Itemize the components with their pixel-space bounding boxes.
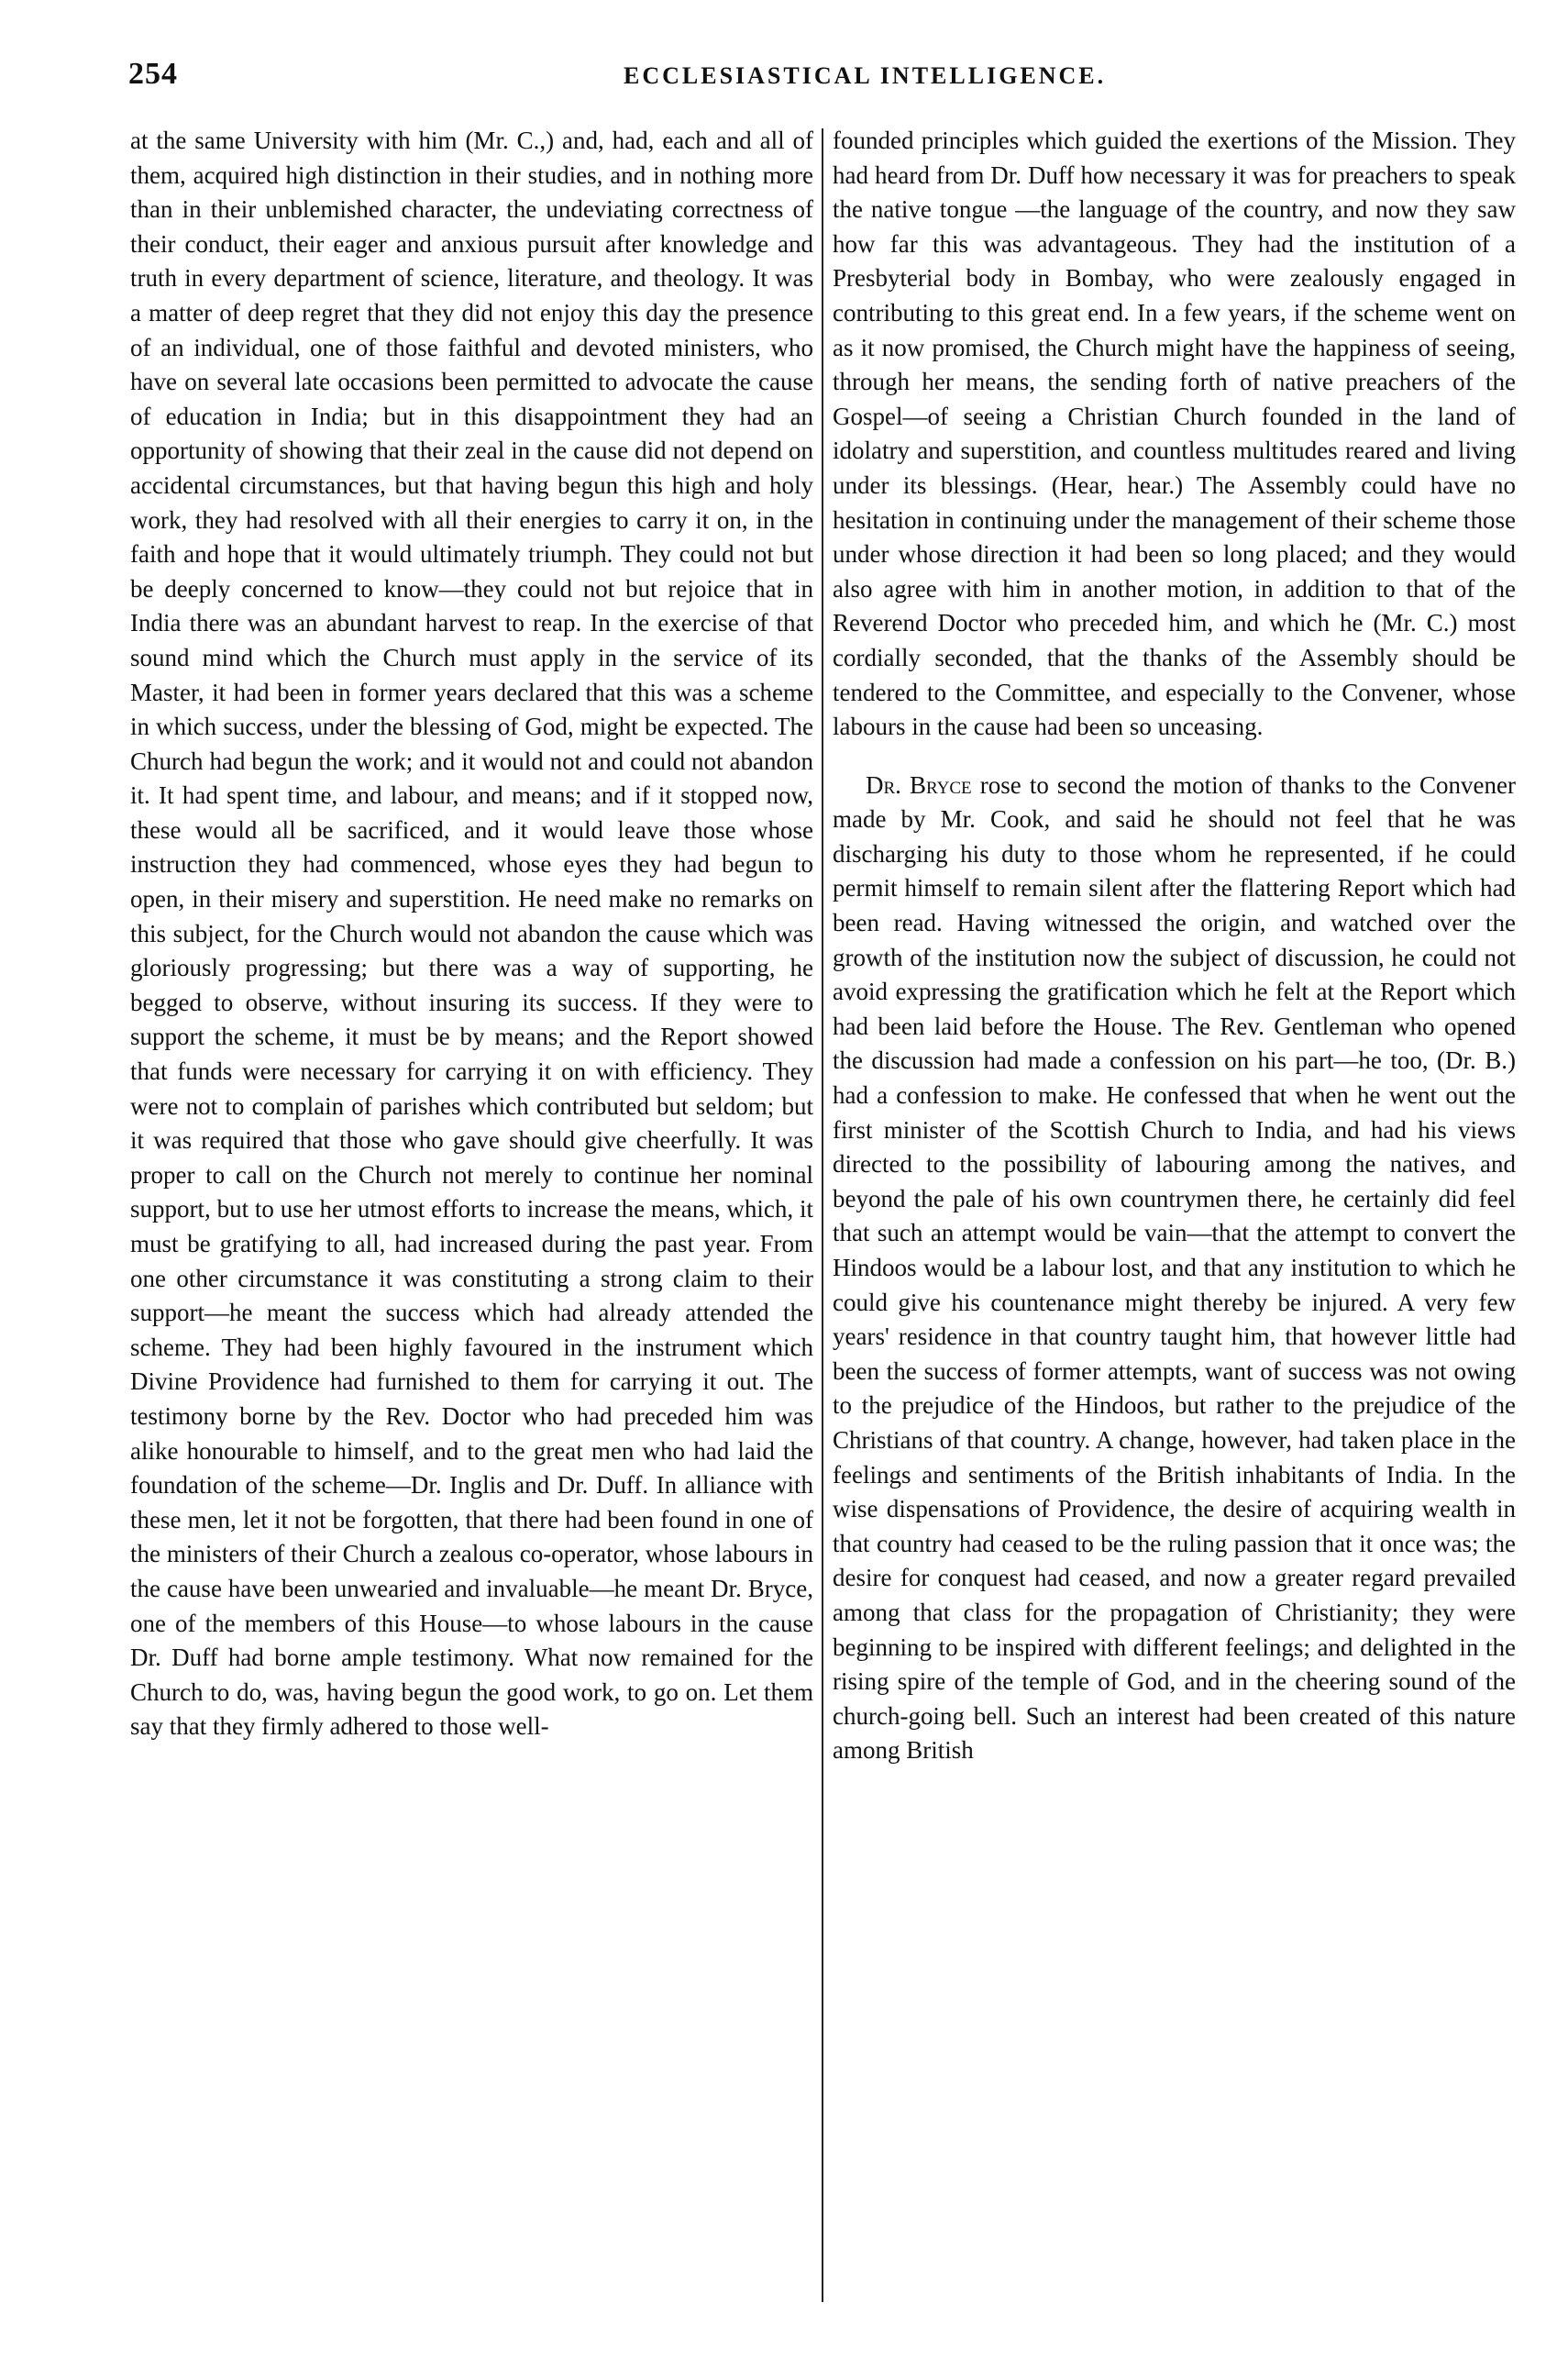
- page-header: [128, 57, 1504, 101]
- left-column-paragraph-1: at the same University with him (Mr. C.,) and, had, each and all of them, acquired high distinction in their studies, and in nothing more than in their unblemished character, the undeviating correctness of their conduct, their eager and anxious pursuit after knowledge and truth in every department of science, literature, and theology. It was a matter of deep regret that they did not enjoy this day the presence of an individual, one of those faithful and devoted ministers, who have on several late occasions been permitted to advocate the cause of education in India; but in this disappointment they had an opportunity of showing that their zeal in the cause did not depend on accidental circumstances, but that having begun this high and holy work, they had resolved with all their energies to carry it on, in the faith and hope that it would ultimately triumph. They could not but be deeply concerned to know—they could not but rejoice that in India there was an abundant harvest to reap. In the exercise of that sound mind which the Church must apply in the service of its Master, it had been in former years declared that this was a scheme in which success, under the blessing of God, might be expected. The Church had begun the work; and it would not and could not abandon it. It had spent time, and labour, and means; and if it stopped now, these would all be sacrificed, and it would leave those whose instruction they had commenced, whose eyes they had begun to open, in their misery and superstition. He need make no remarks on this subject, for the Church would not abandon the cause which was gloriously progressing; but there was a way of supporting, he begged to observe, without insuring its success. If they were to support the scheme, it must be by means; and the Report showed that funds were necessary for carrying it on with efficiency. They were not to complain of parishes which contributed but seldom; but it was required that those who gave should give cheerfully. It was proper to call on the Church not merely to continue her nominal support, but to use her utmost efforts to increase the means, which, it must be gratifying to all, had increased during the past year. From one other circumstance it was constituting a strong claim to their support—he meant the success which had already attended the scheme. They had been highly favoured in the instrument which Divine Providence had furnished to them for carrying it out. The testimony borne by the Rev. Doctor who had preceded him was alike honourable to himself, and to the great men who had laid the foundation of the scheme—Dr. Inglis and Dr. Duff. In alliance with these men, let it not be forgotten, that there had been found in one of the ministers of their Church a zealous co-operator, whose labours in the cause have been unwearied and invaluable—he meant Dr. Bryce, one of the members of this House—to whose labours in the cause Dr. Duff had borne ample testimony. What now remained for the Church to do, was, having begun the good work, to go on. Let them say that they firmly adhered to those well-: [130, 127, 813, 1741]
- right-column-paragraph-2: [833, 769, 1516, 1768]
- running-head: ECCLESIASTICAL INTELLIGENCE.: [624, 62, 1107, 89]
- right-column-paragraph-1: founded principles which guided the exertions of the Mission. They had heard from Dr. Duff how necessary it was for preachers to speak the native tongue —the language of the country, and now they saw how far this was advantageous. They had the institution of a Presbyterial body in Bombay, who were zealously engaged in contributing to this great end. In a few years, if the scheme went on as it now promised, the Church might have the happiness of seeing, through her means, the sending forth of native preachers of the Gospel—of seeing a Christian Church founded in the land of idolatry and superstition, and countless multitudes reared and living under its blessings. (Hear, hear.) The Assembly could have no hesitation in continuing under the management of their scheme those under whose direction it had been so long placed; and they would also agree with him in another motion, in addition to that of the Reverend Doctor who preceded him, and which he (Mr. C.) most cordially seconded, that the thanks of the Assembly should be tendered to the Committee, and especially to the Convener, whose labours in the cause had been so unceasing.: [833, 127, 1516, 741]
- column-divider: [822, 128, 823, 2302]
- page-number: 254: [128, 57, 178, 91]
- right-column: [833, 124, 1516, 1768]
- left-column: [130, 124, 813, 1744]
- speaker-name: Dr. Bryce: [866, 770, 972, 799]
- paragraph-2-text: rose to second the motion of thanks to the Convener made by Mr. Cook, and said he should not feel that he was discharging his duty to those whom he represented, if he could permit himself to remain silent after the flattering Report which had been read. Having witnessed the origin, and watched over the growth of the institution now the subject of discussion, he could not avoid expressing the gratification which he felt at the Report which had been laid before the House. The Rev. Gentleman who opened the discussion had made a confession on his part—he too, (Dr. B.) had a confession to make. He confessed that when he went out the first minister of the Scottish Church to India, and had his views directed to the possibility of labouring among the natives, and beyond the pale of his own countrymen there, he certainly did feel that such an attempt would be vain—that the attempt to convert the Hindoos would be a labour lost, and that any institution to which he could give his countenance might thereby be injured. A very few years' residence in that country taught him, that however little had been the success of former attempts, want of success was not owing to the prejudice of the Hindoos, but rather to the prejudice of the Christians of that country. A change, however, had taken place in the feelings and sentiments of the British inhabitants of India. In the wise dispensations of Providence, the desire of acquiring wealth in that country had ceased to be the ruling passion that it once was; the desire for conquest had ceased, and now a greater regard prevailed among that class for the propagation of Christianity; they were beginning to be inspired with different feelings; and delighted in the rising spire of the temple of God, and in the cheering sound of the church-going bell. Such an interest had been created of this nature among British: [833, 770, 1516, 1765]
